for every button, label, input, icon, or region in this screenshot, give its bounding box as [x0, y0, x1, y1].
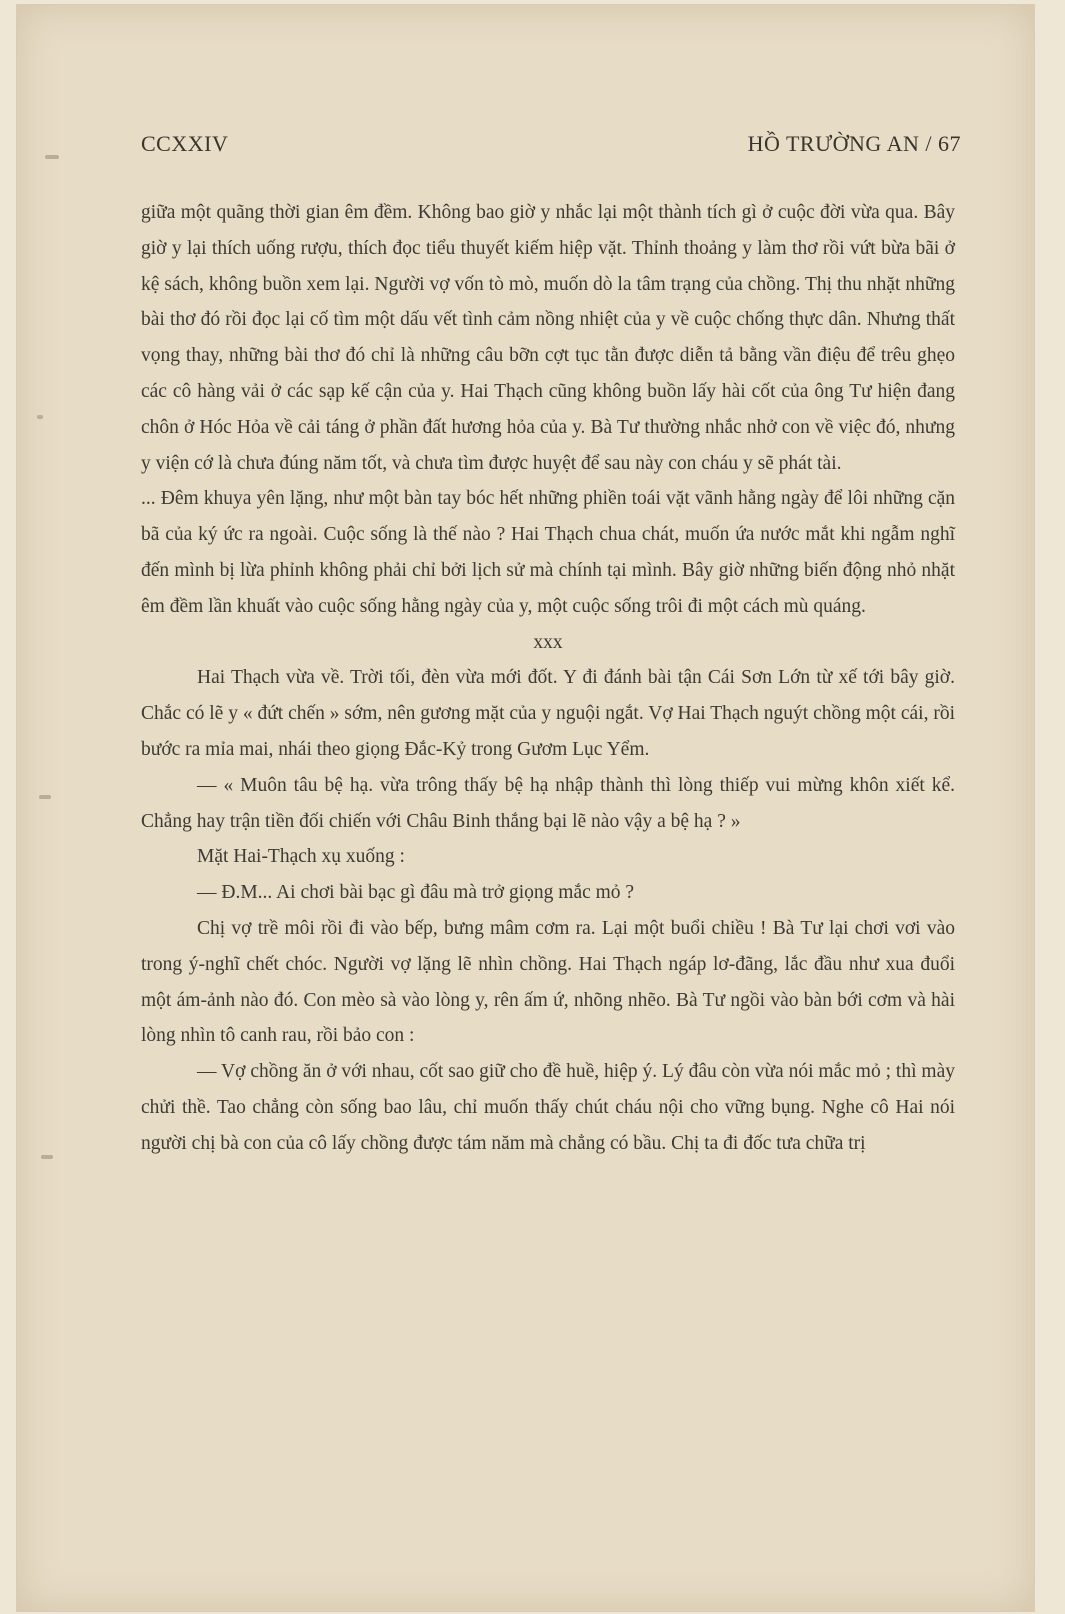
paragraph: — Vợ chồng ăn ở với nhau, cốt sao giữ cho đề huề, hiệp ý. Lý đâu còn vừa nói mắc mỏ ; thì mày chửi thề. Tao chẳng còn sống bao lâu, chỉ muốn thấy chút cháu nội cho vững bụng. Nghe cô Hai nói người chị bà con của cô lấy chồng được tám năm mà chẳng có bầu. Chị ta đi đốc tưa chữa trị — [141, 1061, 955, 1154]
book-page — [16, 4, 1035, 1612]
paragraph: Mặt Hai-Thạch xụ xuống : — [197, 846, 405, 868]
paragraph: ... Đêm khuya yên lặng, như một bàn tay bóc hết những phiền toái vặt vãnh hằng ngày để lôi những cặn bã của ký ức ra ngoài. Cuộc sống là thế nào ? Hai Thạch chua chát, muốn ứa nước mắt khi ngẫm nghĩ đến mình bị lừa phỉnh không phải chỉ bởi lịch sử mà chính tại mình. Bây giờ những biến động nhỏ nhặt êm đềm lần khuất vào cuộc sống hằng ngày của y, một cuộc sống trôi đi một cách mù quáng. — [141, 488, 955, 617]
paragraph: — Đ.M... Ai chơi bài bạc gì đâu mà trở giọng mắc mỏ ? — [197, 882, 635, 904]
section-separator: xxx — [533, 631, 563, 653]
page-speck — [39, 795, 51, 799]
page-speck — [41, 1155, 53, 1159]
author-page-number: HỒ TRƯỜNG AN / 67 — [747, 131, 961, 156]
paragraph: — « Muôn tâu bệ hạ. vừa trông thấy bệ hạ nhập thành thì lòng thiếp vui mừng khôn xiết kể. Chẳng hay trận tiền đối chiến với Châu Binh thắng bại lẽ nào vậy a bệ hạ ? » — [141, 774, 955, 832]
paragraph: Hai Thạch vừa về. Trời tối, đèn vừa mới đốt. Y đi đánh bài tận Cái Sơn Lớn từ xế tới bây giờ. Chắc có lẽ y « đứt chến » sớm, nên gương mặt của y nguội ngắt. Vợ Hai Thạch nguýt chồng một cái, rồi bước ra mỉa mai, nhái theo giọng Đắc-Kỷ trong Gươm Lục Yểm. — [141, 667, 955, 760]
chapter-number: CCXXIV — [141, 131, 229, 156]
paragraph: Chị vợ trề môi rồi đi vào bếp, bưng mâm cơm ra. Lại một buổi chiều ! Bà Tư lại chơi vơi vào trong ý-nghĩ chết chóc. Người vợ lặng lẽ nhìn chồng. Hai Thạch ngáp lơ-đãng, lắc đầu như xua đuổi một ám-ảnh nào đó. Con mèo sà vào lòng y, rên ấm ứ, nhõng nhẽo. Bà Tư ngồi vào bàn bới cơm và hài lòng nhìn tô canh rau, rồi bảo con : — [141, 917, 955, 1047]
body-text — [141, 195, 955, 1162]
page-speck — [37, 415, 43, 419]
page-speck — [45, 155, 59, 159]
paragraph: giữa một quãng thời gian êm đềm. Không bao giờ y nhắc lại một thành tích gì ở cuộc đời vừa qua. Bây giờ y lại thích uống rượu, thích đọc tiểu thuyết kiếm hiệp vặt. Thỉnh thoảng y làm thơ rồi vứt bừa bãi ở kệ sách, không buồn xem lại. Người vợ vốn tò mò, muốn dò la tâm trạng của chồng. Thị thu nhặt những bài thơ đó rồi đọc lại cố tìm một dấu vết tình cảm nồng nhiệt của y về cuộc chống thực dân. Nhưng thất vọng thay, những bài thơ đó chỉ là những câu bỡn cợt tục tằn được diễn tả bằng vần điệu để trêu ghẹo các cô hàng vải ở các sạp kế cận của y. Hai Thạch cũng không buồn lấy hài cốt của ông Tư hiện đang chôn ở Hóc Hỏa về cải táng ở phần đất hương hỏa của y. Bà Tư thường nhắc nhở con về việc đó, nhưng y viện cớ là chưa đúng năm tốt, và chưa tìm được huyệt để sau này con cháu y sẽ phát tài. — [141, 202, 955, 474]
